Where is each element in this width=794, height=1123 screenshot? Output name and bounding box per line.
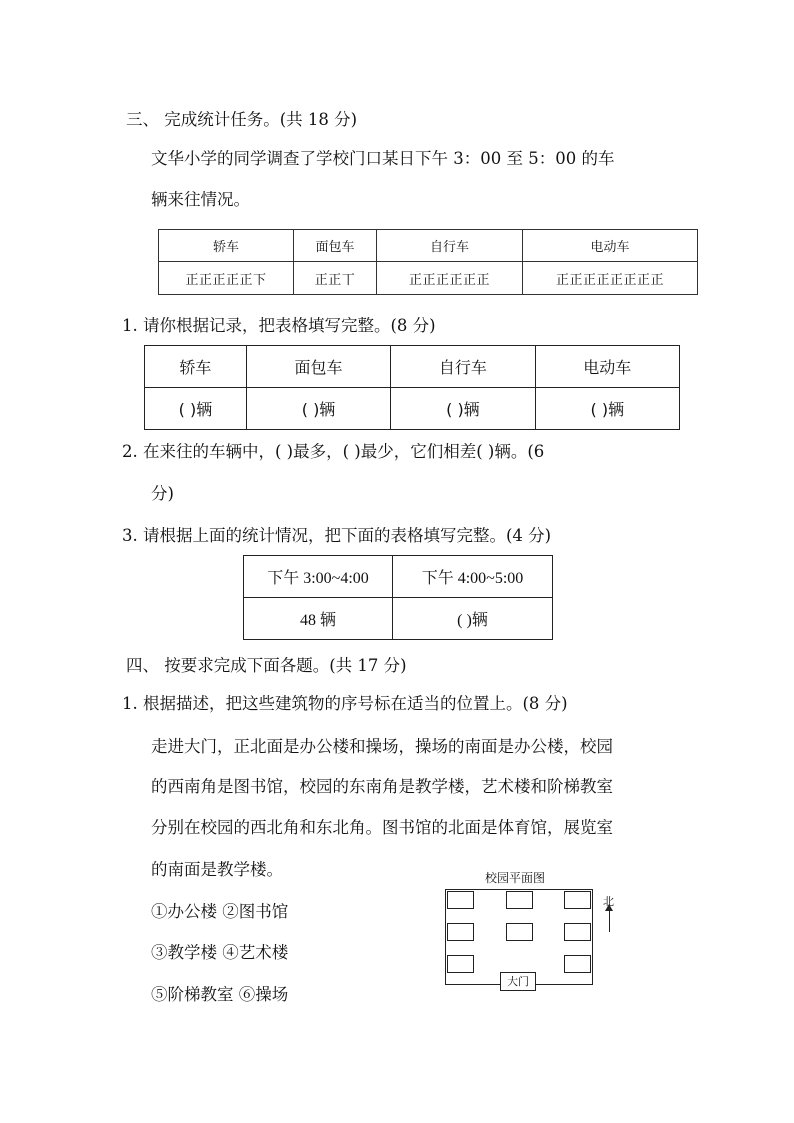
q1-answer-cell[interactable]: ( )辆 — [145, 388, 247, 430]
section3-intro-line2: 辆来往情况。 — [151, 190, 250, 209]
q1-header-cell: 自行车 — [391, 346, 535, 388]
s4-desc-line2: 的西南角是图书馆，校园的东南角是教学楼，艺术楼和阶梯教室 — [151, 777, 613, 796]
tally-cell: 正正正正正下 — [159, 262, 294, 295]
s4-desc-line4: 的南面是教学楼。 — [151, 860, 283, 879]
q2-line1: 2. 在来往的车辆中，( )最多，( )最少，它们相差( )辆。(6 — [122, 442, 545, 461]
gate-label: 大门 — [500, 972, 536, 991]
q3-answer-cell[interactable]: ( )辆 — [393, 598, 553, 640]
building-box[interactable] — [564, 955, 591, 973]
q1-answer-cell[interactable]: ( )辆 — [391, 388, 535, 430]
q1-header-cell: 轿车 — [145, 346, 247, 388]
building-box[interactable] — [506, 891, 533, 909]
q3-header-cell: 下午 3:00~4:00 — [244, 556, 393, 598]
s4-q1-text: 1. 根据描述，把这些建筑物的序号标在适当的位置上。(8 分) — [122, 694, 568, 713]
tally-header-cell: 面包车 — [294, 230, 377, 262]
north-label: 北 — [603, 895, 614, 908]
q3-value-cell: 48 辆 — [244, 598, 393, 640]
q2-line2: 分) — [151, 484, 174, 503]
option-line: ⑤阶梯教室 ⑥操场 — [151, 985, 289, 1004]
s4-desc-line3: 分别在校园的西北角和东北角。图书馆的北面是体育馆，展览室 — [151, 818, 613, 837]
building-box[interactable] — [447, 923, 474, 941]
section3-intro-line1: 文华小学的同学调查了学校门口某日下午 3：00 至 5：00 的车 — [151, 149, 615, 168]
q1-header-cell: 电动车 — [535, 346, 679, 388]
tally-cell: 正正丅 — [294, 262, 377, 295]
q1-answer-cell[interactable]: ( )辆 — [535, 388, 679, 430]
building-box[interactable] — [564, 923, 591, 941]
q1-answer-cell[interactable]: ( )辆 — [246, 388, 390, 430]
building-box[interactable] — [447, 891, 474, 909]
tally-header-cell: 轿车 — [159, 230, 294, 262]
q3-header-cell: 下午 4:00~5:00 — [393, 556, 553, 598]
tally-header-cell: 电动车 — [523, 230, 698, 262]
tally-cell: 正正正正正正正正 — [523, 262, 698, 295]
q1-table — [144, 345, 680, 430]
q1-answer-row — [145, 388, 680, 430]
section4-heading: 四、 按要求完成下面各题。(共 17 分) — [126, 656, 407, 675]
north-arrow-icon — [609, 910, 610, 932]
building-box[interactable] — [506, 923, 533, 941]
tally-header-row — [159, 230, 698, 262]
building-box[interactable] — [447, 955, 474, 973]
option-line: ③教学楼 ④艺术楼 — [151, 943, 289, 962]
tally-table — [158, 229, 698, 295]
section3-heading: 三、 完成统计任务。(共 18 分) — [126, 110, 358, 129]
tally-cell: 正正正正正正 — [377, 262, 523, 295]
map-title: 校园平面图 — [485, 871, 546, 885]
q1-header-cell: 面包车 — [246, 346, 390, 388]
building-box[interactable] — [564, 891, 591, 909]
option-line: ①办公楼 ②图书馆 — [151, 902, 289, 921]
q1-header-row — [145, 346, 680, 388]
s4-desc-line1: 走进大门，正北面是办公楼和操场，操场的南面是办公楼，校园 — [151, 737, 613, 756]
tally-marks-row — [159, 262, 698, 295]
q3-text: 3. 请根据上面的统计情况，把下面的表格填写完整。(4 分) — [122, 526, 552, 545]
q3-table — [243, 555, 553, 640]
q3-header-row — [244, 556, 553, 598]
q3-answer-row — [244, 598, 553, 640]
q1-text: 1. 请你根据记录，把表格填写完整。(8 分) — [122, 316, 436, 335]
tally-header-cell: 自行车 — [377, 230, 523, 262]
